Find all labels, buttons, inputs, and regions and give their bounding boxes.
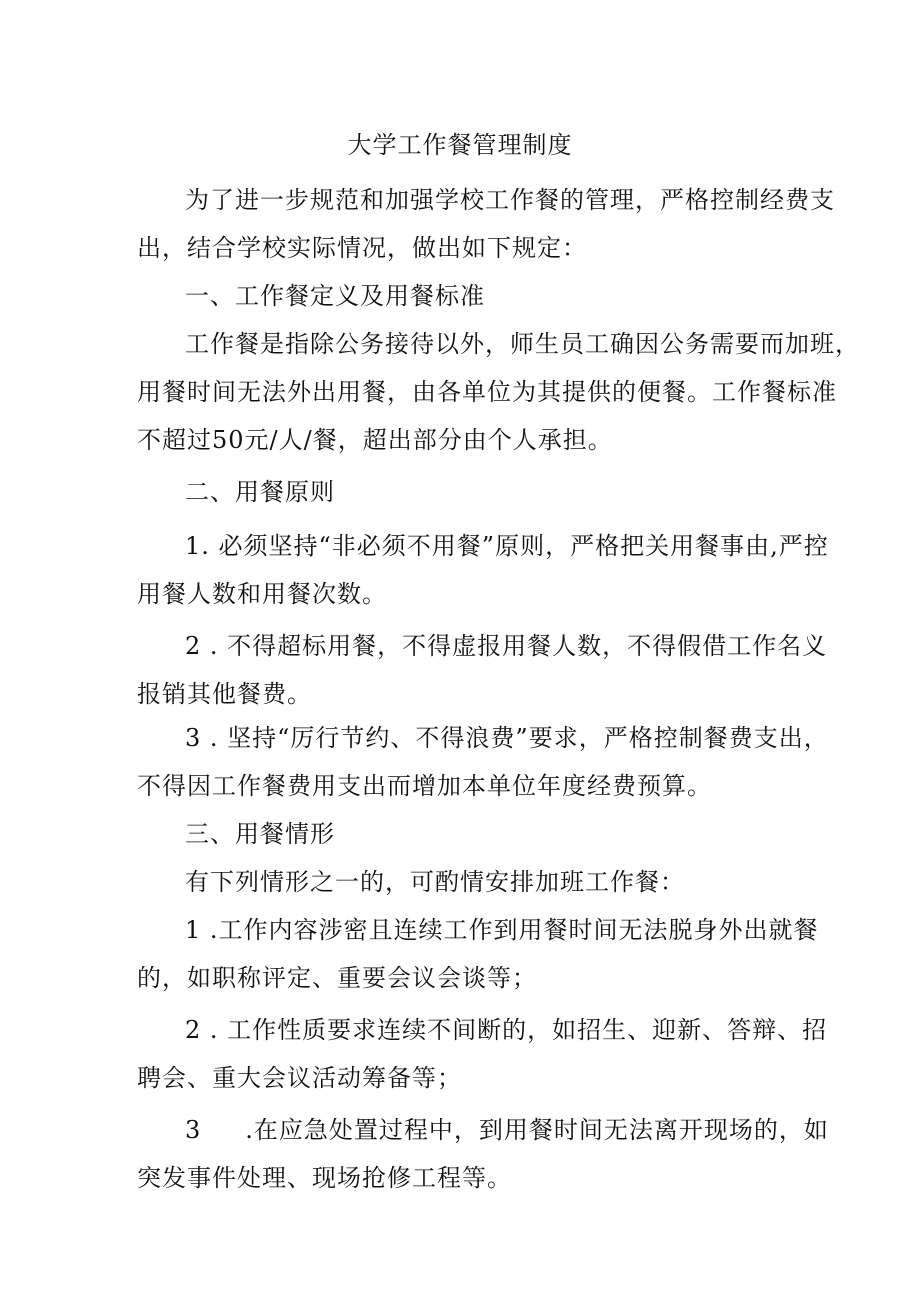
list-item-line: 不得因工作餐费用支出而增加本单位年度经费预算。 xyxy=(137,772,712,800)
list-item-line: 报销其他餐费。 xyxy=(137,680,312,708)
list-text: .在应急处置过程中，到用餐时间无法离开现场的，如 xyxy=(245,1116,829,1144)
document-title: 大学工作餐管理制度 xyxy=(347,131,573,159)
list-item-line: 突发事件处理、现场抢修工程等。 xyxy=(137,1164,512,1192)
list-item-line: 的，如职称评定、重要会议会谈等； xyxy=(137,964,537,992)
paragraph-line: 工作餐是指除公务接待以外，师生员工确因公务需要而加班， xyxy=(185,330,860,358)
list-item-line xyxy=(185,1113,829,1147)
paragraph-line: 用餐时间无法外出用餐，由各单位为其提供的便餐。工作餐标准 xyxy=(137,378,837,406)
list-item-line: 1 .工作内容涉密且连续工作到用餐时间无法脱身外出就餐 xyxy=(185,916,819,944)
paragraph-line: 有下列情形之一的，可酌情安排加班工作餐： xyxy=(185,868,685,896)
list-item-line: 用餐人数和用餐次数。 xyxy=(137,580,387,608)
list-item-line: 2 . 工作性质要求连续不间断的，如招生、迎新、答辩、招 xyxy=(185,1016,828,1044)
list-item-line: 1. 必须坚持“非必须不用餐”原则，严格把关用餐事由,严控 xyxy=(185,532,829,560)
list-item-line: 2 . 不得超标用餐，不得虚报用餐人数，不得假借工作名义 xyxy=(185,632,828,660)
section-heading: 一、工作餐定义及用餐标准 xyxy=(185,282,485,310)
section-heading: 二、用餐原则 xyxy=(185,478,335,506)
paragraph-line: 出，结合学校实际情况，做出如下规定： xyxy=(137,234,587,262)
section-heading: 三、用餐情形 xyxy=(185,820,335,848)
paragraph-line: 为了进一步规范和加强学校工作餐的管理，严格控制经费支 xyxy=(185,186,835,214)
list-item-line: 聘会、重大会议活动筹备等； xyxy=(137,1064,462,1092)
list-number: 3 xyxy=(185,1116,202,1144)
paragraph-line: 不超过50元/人/餐，超出部分由个人承担。 xyxy=(137,426,613,454)
list-item-line: 3 . 坚持“厉行节约、不得浪费”要求，严格控制餐费支出， xyxy=(185,724,829,752)
